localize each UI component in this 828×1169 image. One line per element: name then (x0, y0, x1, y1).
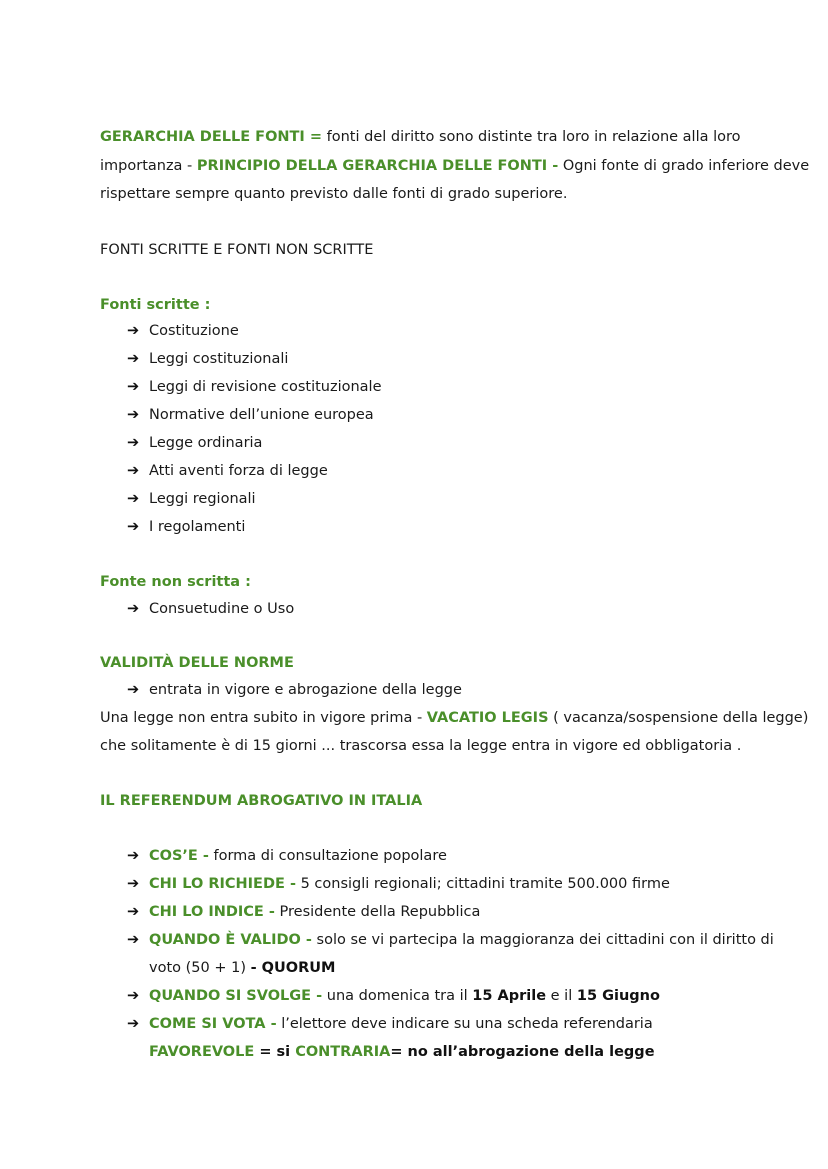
list-item: ➔ QUANDO SI SVOLGE - una domenica tra il 15 Aprile e il 15 Giugno (127, 988, 660, 1004)
list-item: ➔ I regolamenti (127, 519, 246, 535)
list-item: ➔ COS’E - forma di consultazione popolare (127, 848, 447, 864)
list-item: ➔ Costituzione (127, 323, 239, 339)
list-item: ➔ Leggi regionali (127, 491, 256, 507)
list-item: ➔ CHI LO INDICE - Presidente della Repubblica (127, 904, 481, 920)
arrow-icon: ➔ (127, 1016, 140, 1032)
list-item-continuation: FAVOREVOLE = si CONTRARIA= no all’abrogazione della legge (149, 1044, 655, 1060)
referendum-heading: IL REFERENDUM ABROGATIVO IN ITALIA (100, 793, 423, 809)
list-item: ➔ Leggi costituzionali (127, 351, 289, 367)
term-vacatio: VACATIO LEGIS (426, 710, 549, 726)
intro-def-2a: importanza - (100, 158, 197, 174)
list-item: ➔ Leggi di revisione costituzionale (127, 379, 382, 395)
list-item: ➔ Atti aventi forza di legge (127, 463, 328, 479)
arrow-icon: ➔ (127, 904, 140, 920)
list-item: ➔ QUANDO È VALIDO - solo se vi partecipa la maggioranza dei cittadini con il diritto di (127, 932, 774, 948)
arrow-icon: ➔ (127, 435, 140, 451)
term-principio: PRINCIPIO DELLA GERARCHIA DELLE FONTI - (196, 158, 559, 174)
list-item-continuation: voto (50 + 1) - QUORUM (149, 960, 336, 976)
intro-line-2 (100, 156, 809, 176)
arrow-icon: ➔ (127, 463, 140, 479)
arrow-icon: ➔ (127, 491, 140, 507)
intro-line-3: rispettare sempre quanto previsto dalle fonti di grado superiore. (100, 186, 568, 202)
list-item: ➔ Consuetudine o Uso (127, 601, 295, 617)
list-item: ➔ COME SI VOTA - l’elettore deve indicare su una scheda referendaria (127, 1016, 653, 1032)
intro-line-1 (100, 127, 741, 147)
arrow-icon: ➔ (127, 682, 140, 698)
arrow-icon: ➔ (127, 351, 140, 367)
arrow-icon: ➔ (127, 323, 140, 339)
list-item: ➔ Legge ordinaria (127, 435, 263, 451)
validity-para-1: Una legge non entra subito in vigore prima - VACATIO LEGIS ( vacanza/sospensione della legge) (100, 710, 809, 726)
term-gerarchia: GERARCHIA DELLE FONTI = (100, 129, 323, 145)
intro-def-1: fonti del diritto sono distinte tra loro in relazione alla loro (322, 129, 741, 145)
arrow-icon: ➔ (127, 407, 140, 423)
list-item: ➔ entrata in vigore e abrogazione della legge (127, 682, 462, 698)
arrow-icon: ➔ (127, 519, 140, 535)
list-item: ➔ Normative dell’unione europea (127, 407, 374, 423)
arrow-icon: ➔ (127, 932, 140, 948)
term-quorum: - QUORUM (250, 960, 336, 976)
written-heading: Fonti scritte : (100, 297, 211, 313)
section-title: FONTI SCRITTE E FONTI NON SCRITTE (100, 242, 374, 258)
arrow-icon: ➔ (127, 379, 140, 395)
unwritten-heading: Fonte non scritta : (100, 574, 251, 590)
intro-def-2b: Ogni fonte di grado inferiore deve (558, 158, 810, 174)
list-item: ➔ CHI LO RICHIEDE - 5 consigli regionali; cittadini tramite 500.000 firme (127, 876, 670, 892)
arrow-icon: ➔ (127, 848, 140, 864)
arrow-icon: ➔ (127, 988, 140, 1004)
validity-heading: VALIDITÀ DELLE NORME (100, 655, 294, 671)
validity-para-2: che solitamente è di 15 giorni ... trascorsa essa la legge entra in vigore ed obbligatoria . (100, 738, 742, 754)
arrow-icon: ➔ (127, 601, 140, 617)
arrow-icon: ➔ (127, 876, 140, 892)
